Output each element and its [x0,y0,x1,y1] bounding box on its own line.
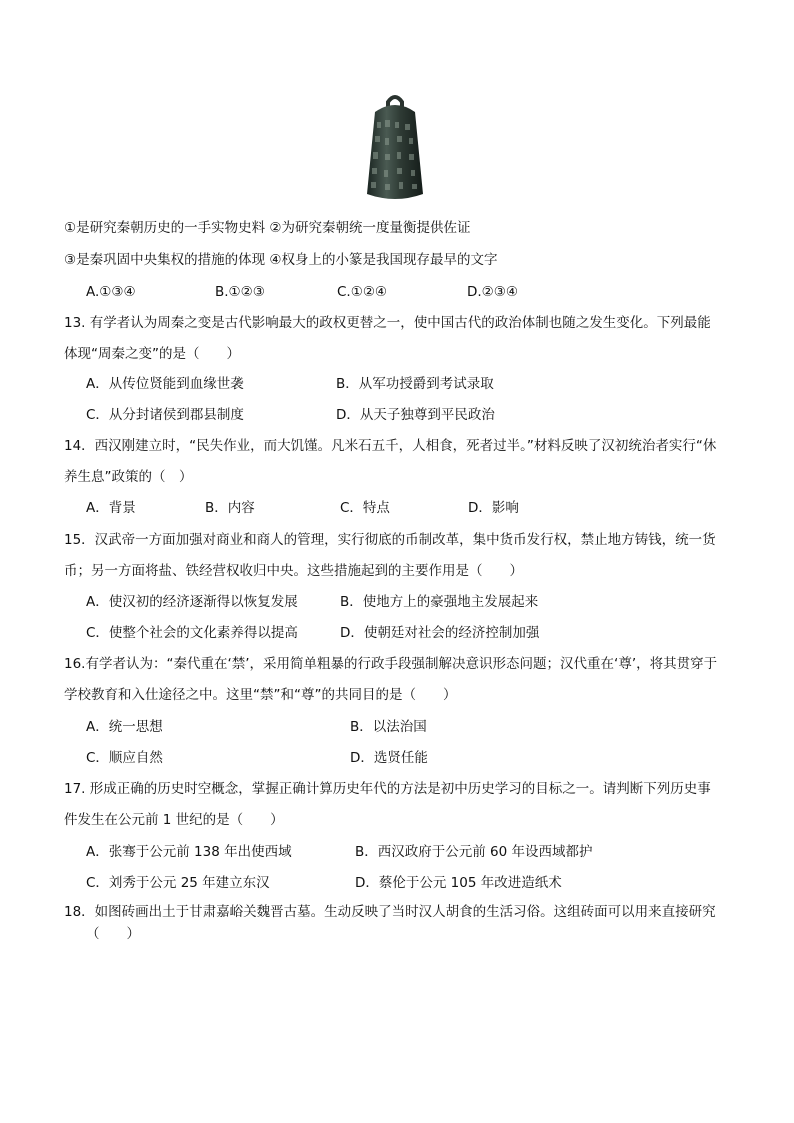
q14-option-b[interactable]: B．内容 [205,500,255,516]
q15-option-c[interactable]: C．使整个社会的文化素养得以提高 [86,625,298,641]
q12-option-a[interactable]: A.①③④ [86,284,136,300]
q16-option-b[interactable]: B．以法治国 [350,719,427,735]
q17-option-c[interactable]: C．刘秀于公元 25 年建立东汉 [86,875,270,891]
q12-statement-2: ③是秦巩固中央集权的措施的体现 ④权身上的小篆是我国现存最早的文字 [64,252,498,268]
q12-option-d[interactable]: D.②③④ [467,284,518,300]
q14-option-a[interactable]: A．背景 [86,500,136,516]
q17-stem-line-1: 17. 形成正确的历史时空概念，掌握正确计算历史年代的方法是初中历史学习的目标之一。请判断下列历史事 [64,781,711,797]
q17-option-a[interactable]: A．张骞于公元前 138 年出使西域 [86,844,292,860]
q12-statement-1: ①是研究秦朝历史的一手实物史料 ②为研究秦朝统一度量衡提供佐证 [64,220,471,236]
q13-stem-line-2: 体现“周秦之变”的是（ ） [64,346,240,362]
q12-option-b[interactable]: B.①②③ [215,284,265,300]
q15-option-b[interactable]: B．使地方上的豪强地主发展起来 [340,594,539,610]
q13-option-d[interactable]: D．从天子独尊到平民政治 [336,407,495,423]
q18-stem-line-2: （ ） [86,926,140,942]
q12-option-c[interactable]: C.①②④ [337,284,388,300]
q17-option-d[interactable]: D．蔡伦于公元 105 年改进造纸术 [355,875,562,891]
q16-option-c[interactable]: C．顺应自然 [86,750,163,766]
q16-stem-line-2: 学校教育和入仕途径之中。这里“禁”和“尊”的共同目的是（ ） [64,687,457,703]
q13-stem-line-1: 13. 有学者认为周秦之变是古代影响最大的政权更替之一，使中国古代的政治体制也随之发生变化。下列最能 [64,315,711,331]
q15-option-d[interactable]: D．使朝廷对社会的经济控制加强 [340,625,540,641]
q14-stem-line-2: 养生息”政策的（ ） [64,469,193,485]
q13-option-b[interactable]: B．从军功授爵到考试录取 [336,376,494,392]
q17-option-b[interactable]: B．西汉政府于公元前 60 年设西域都护 [355,844,593,860]
q18-stem-line-1: 18．如图砖画出土于甘肃嘉峪关魏晋古墓。生动反映了当时汉人胡食的生活习俗。这组砖面可以用来直接研究 [64,904,716,920]
q15-stem-line-2: 币；另一方面将盐、铁经营权收归中央。这些措施起到的主要作用是（ ） [64,563,523,579]
q16-stem-line-1: 16.有学者认为：“秦代重在‘禁’，采用简单粗暴的行政手段强制解决意识形态问题；汉代重在‘尊’，将其贯穿于 [64,656,718,672]
q16-option-a[interactable]: A．统一思想 [86,719,163,735]
q13-option-c[interactable]: C．从分封诸侯到郡县制度 [86,407,244,423]
q14-option-c[interactable]: C．特点 [340,500,390,516]
q13-option-a[interactable]: A．从传位贤能到血缘世袭 [86,376,244,392]
q14-stem-line-1: 14．西汉刚建立时，“民失作业，而大饥馑。凡米石五千，人相食，死者过半。”材料反映了汉初统治者实行“休 [64,438,717,454]
q17-stem-line-2: 件发生在公元前 1 世纪的是（ ） [64,812,284,828]
q14-option-d[interactable]: D．影响 [468,500,519,516]
q16-option-d[interactable]: D．选贤任能 [350,750,428,766]
bronze-weight-artifact-icon [355,92,435,204]
q15-stem-line-1: 15．汉武帝一方面加强对商业和商人的管理，实行彻底的币制改革，集中货币发行权，禁止地方铸钱，统一货 [64,532,716,548]
q15-option-a[interactable]: A．使汉初的经济逐渐得以恢复发展 [86,594,298,610]
